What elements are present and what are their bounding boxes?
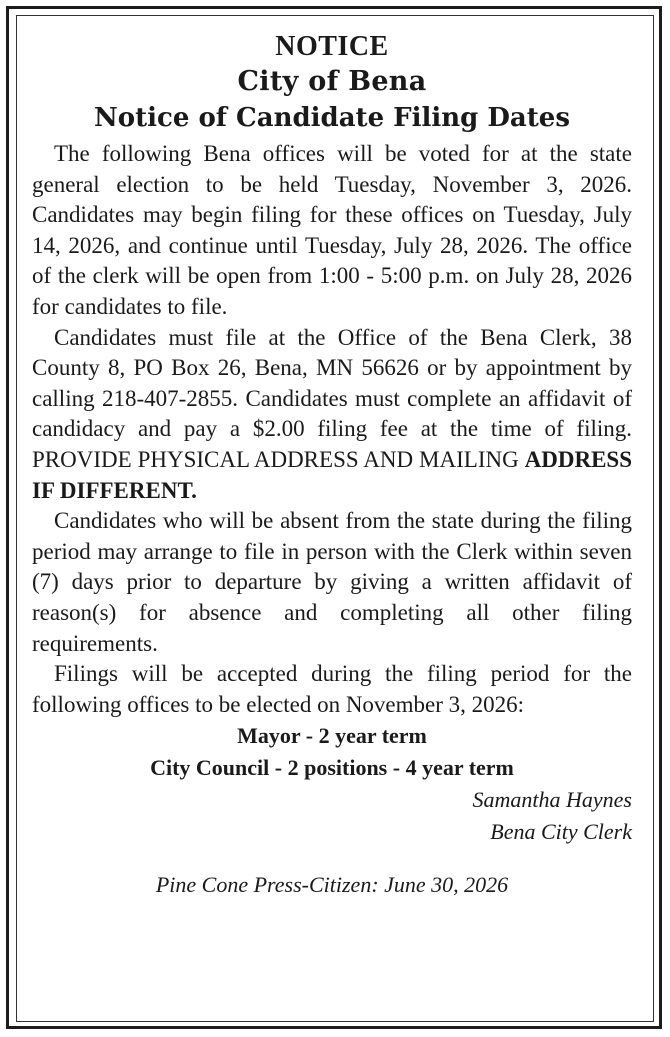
filing-location-text: Candidates must file at the Office of the Bena Clerk, 38 County 8, PO Box 26, Bena, MN 56626 or by appointment by calling 218-407-2855. Candidates must complete an affidavit of candidacy and pay a $2.00 filing fee at the time of filing. PROVIDE PHYSICAL ADDRESS AND MAILING <box>32 324 632 472</box>
paragraph-election-dates: The following Bena offices will be voted for at the state general election to be held Tuesday, November 3, 2026. Candidates may begin filing for these offices on Tuesday, July 14, 2026, and continue until Tuesday, July 28, 2026. The office of the clerk will be open from 1:00 - 5:00 p.m. on July 28, 2026 for candidates to file. <box>32 141 632 319</box>
notice-title: Notice of Candidate Filing Dates <box>94 103 570 133</box>
city-name-heading: City of Bena <box>237 66 427 97</box>
notice-heading: NOTICE <box>275 31 389 62</box>
office-city-council: City Council - 2 positions - 4 year term <box>150 755 514 781</box>
signature-title: Bena City Clerk <box>490 819 632 845</box>
filing-location-bold-text: ADDRESS IF DIFFERENT. <box>32 446 632 503</box>
notice-content <box>32 30 632 900</box>
paragraph-absentee-filing: Candidates who will be absent from the state during the filing period may arrange to file in person with the Clerk within seven (7) days prior to departure by giving a written affidavit of reason(s) for absence and completing all other filing requirements. <box>32 508 632 656</box>
paragraph-filing-location <box>32 323 632 507</box>
publication-footer: Pine Cone Press-Citizen: June 30, 2026 <box>155 872 509 898</box>
paragraph-offices-intro: Filings will be accepted during the filing period for the following offices to be elected on November 3, 2026: <box>32 661 632 717</box>
signature-name: Samantha Haynes <box>472 787 632 813</box>
office-mayor: Mayor - 2 year term <box>237 723 427 749</box>
